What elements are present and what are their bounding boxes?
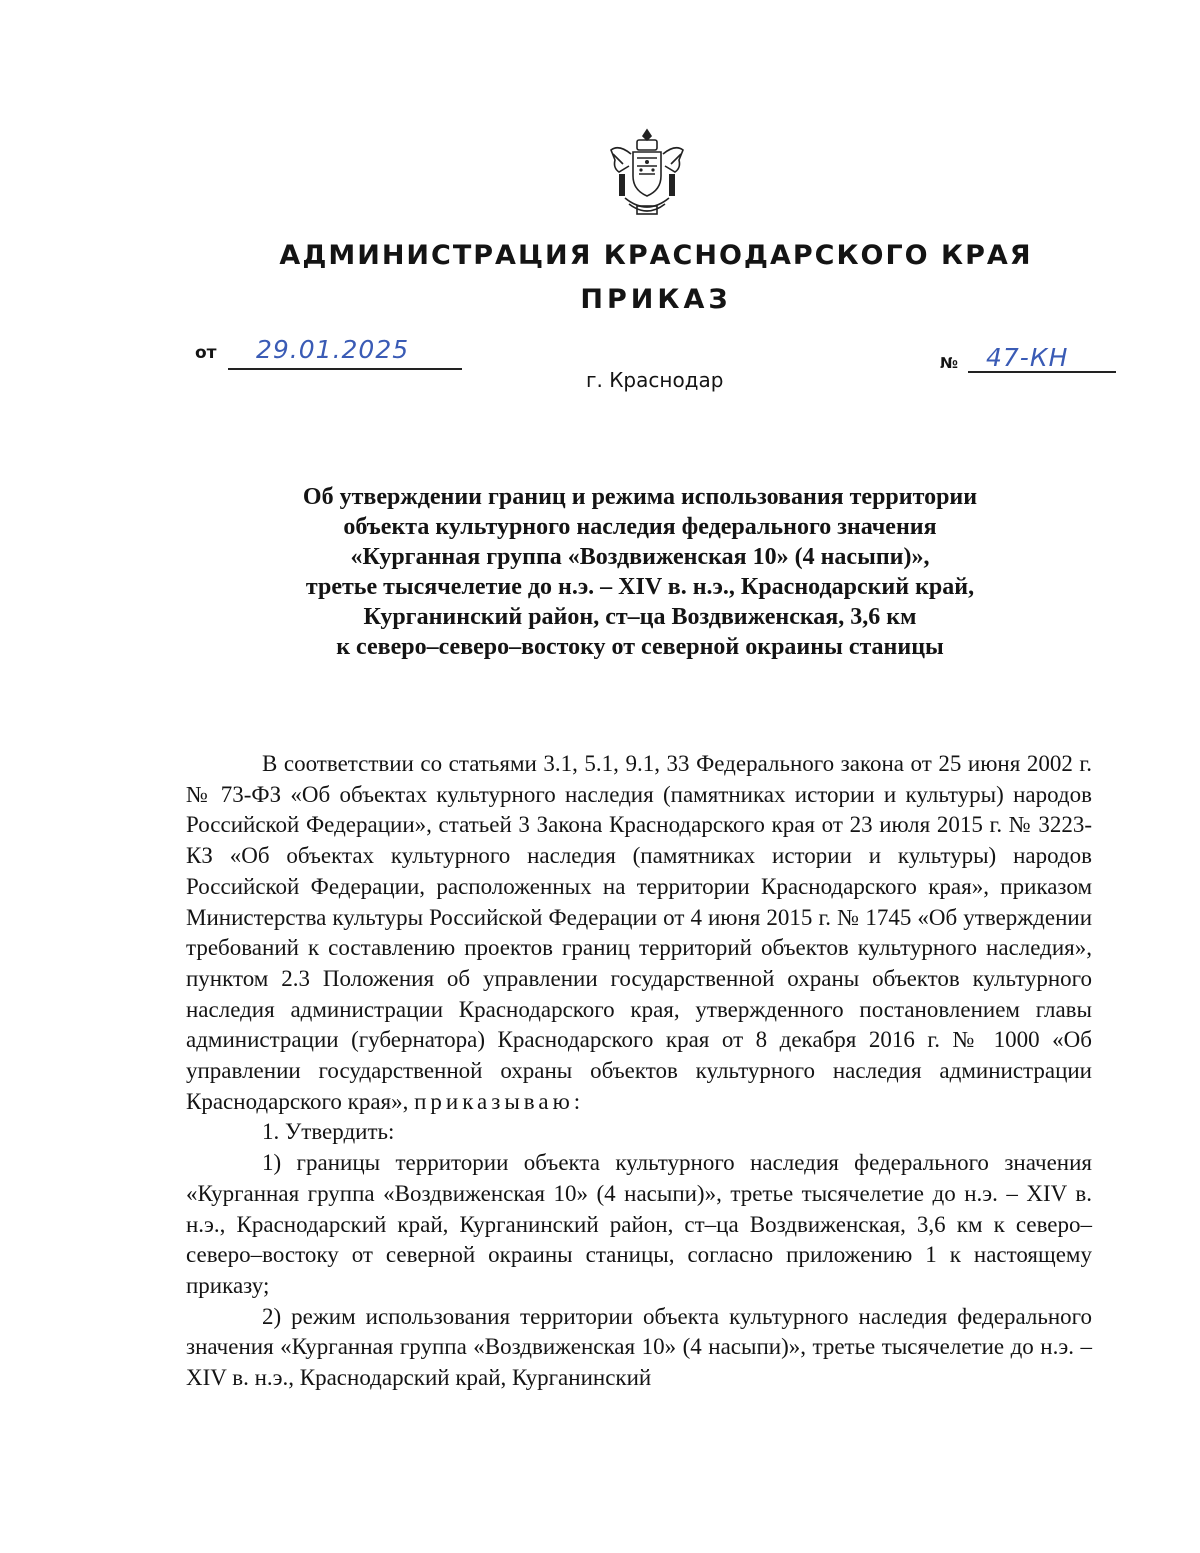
organization-name: АДМИНИСТРАЦИЯ КРАСНОДАРСКОГО КРАЯ bbox=[279, 240, 1033, 271]
date-label: от bbox=[195, 343, 217, 363]
title-line: третье тысячелетие до н.э. – XIV в. н.э., Краснодарский край, bbox=[305, 574, 975, 600]
item-1-1: 1) границы территории объекта культурного наследия федерального значения «Курганная группа «Воздвиженская 10» (4 насыпи)», третье тысячелетие до н.э. – XIV в. н.э., Краснодарский край, Курганинский район, ст–ца Воздвиженская, 3,6 км к северо–северо–востоку от северной окраины станицы, согласно приложению 1 к настоящему приказу; bbox=[186, 1150, 1092, 1298]
date-underline bbox=[228, 368, 462, 370]
number-label: № bbox=[940, 354, 959, 372]
number-value: 47-КН bbox=[986, 343, 1069, 372]
document-body bbox=[186, 749, 1092, 1394]
date-value: 29.01.2025 bbox=[256, 335, 410, 364]
title-line: к северо–северо–востоку от северной окраины станицы bbox=[336, 634, 944, 660]
preamble-paragraph bbox=[186, 749, 1092, 1117]
item-1: 1. Утвердить: bbox=[262, 1119, 395, 1145]
item-1-2: 2) режим использования территории объекта культурного наследия федерального значения «Курганная группа «Воздвиженская 10» (4 насыпи)», третье тысячелетие до н.э. – XIV в. н.э., Краснодарский край, Курганинский bbox=[186, 1303, 1092, 1391]
order-word: приказываю: bbox=[414, 1088, 585, 1114]
title-line: Об утверждении границ и режима использования территории bbox=[302, 484, 978, 510]
document-title bbox=[240, 482, 1040, 662]
preamble-text: В соответствии со статьями 3.1, 5.1, 9.1, 33 Федерального закона от 25 июня 2002 г. № 73-ФЗ «Об объектах культурного наследия (памятниках истории и культуры) народов Российской Федерации», статьей 3 Закона Краснодарского края от 23 июля 2015 г. № 3223-КЗ «Об объектах культурного наследия (памятниках истории и культуры) народов Российской Федерации, расположенных на территории Краснодарского края», приказом Министерства культуры Российской Федерации от 4 июня 2015 г. № 1745 «Об утверждении требований к составлению проектов границ территорий объектов культурного наследия», пунктом 2.3 Положения об управлении государственной охраны объектов культурного наследия администрации Краснодарского края, утвержденного постановлением главы администрации (губернатора) Краснодарского края от 8 декабря 2016 г. № 1000 «Об управлении государственной охраны объектов культурного наследия администрации Краснодарского края», bbox=[186, 751, 1092, 1114]
title-line: «Курганная группа «Воздвиженская 10» (4 насыпи)», bbox=[350, 544, 930, 570]
document-type: ПРИКАЗ bbox=[580, 284, 732, 315]
krasnodar-coat-of-arms-icon bbox=[607, 128, 687, 224]
title-line: объекта культурного наследия федерального значения bbox=[343, 514, 937, 540]
city-label: г. Краснодар bbox=[586, 368, 724, 392]
title-line: Курганинский район, ст–ца Воздвиженская, 3,6 км bbox=[363, 604, 917, 630]
